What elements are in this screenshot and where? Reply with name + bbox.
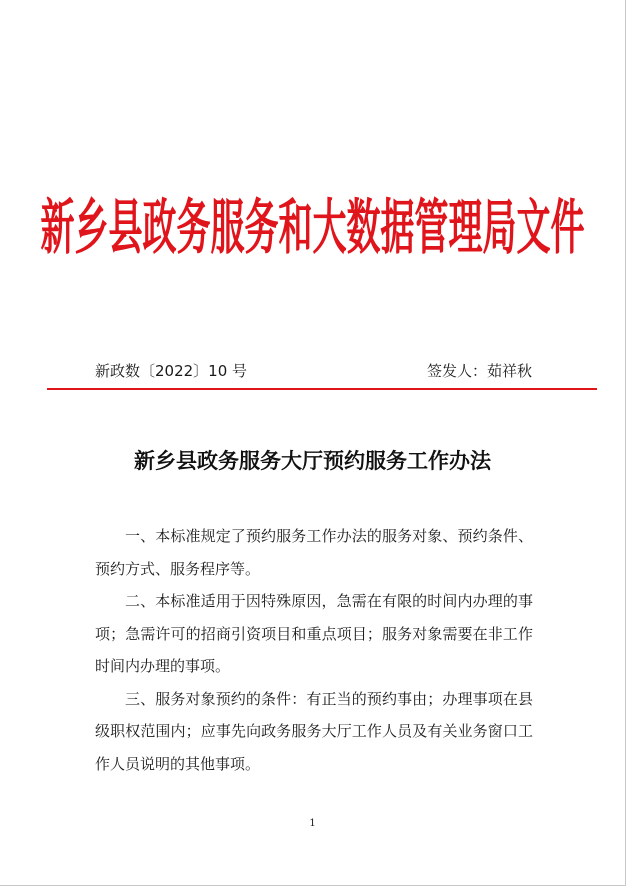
document-number: 新政数〔2022〕10 号	[95, 362, 248, 380]
paragraph-3: 三、服务对象预约的条件：有正当的预约事由；办理事项在县级职权范围内；应事先向政务服务大厅工作人员及有关业务窗口工作人员说明的其他事项。	[95, 689, 533, 773]
document-title: 新乡县政务服务大厅预约服务工作办法	[134, 448, 491, 473]
paragraph-2: 二、本标准适用于因特殊原因，急需在有限的时间内办理的事项；急需许可的招商引资项目和重点项目；服务对象需要在非工作时间内办理的事项。	[95, 592, 533, 675]
red-divider-line	[47, 388, 597, 390]
signer-label: 签发人：茹祥秋	[426, 362, 532, 380]
document-meta-row	[95, 360, 532, 382]
paragraph-1: 一、本标准规定了预约服务工作办法的服务对象、预约条件、预约方式、服务程序等。	[95, 527, 533, 578]
page-number: 1	[309, 818, 316, 829]
red-header-title: 新乡县政务服务和大数据管理局文件	[40, 193, 585, 264]
document-body	[95, 520, 533, 780]
